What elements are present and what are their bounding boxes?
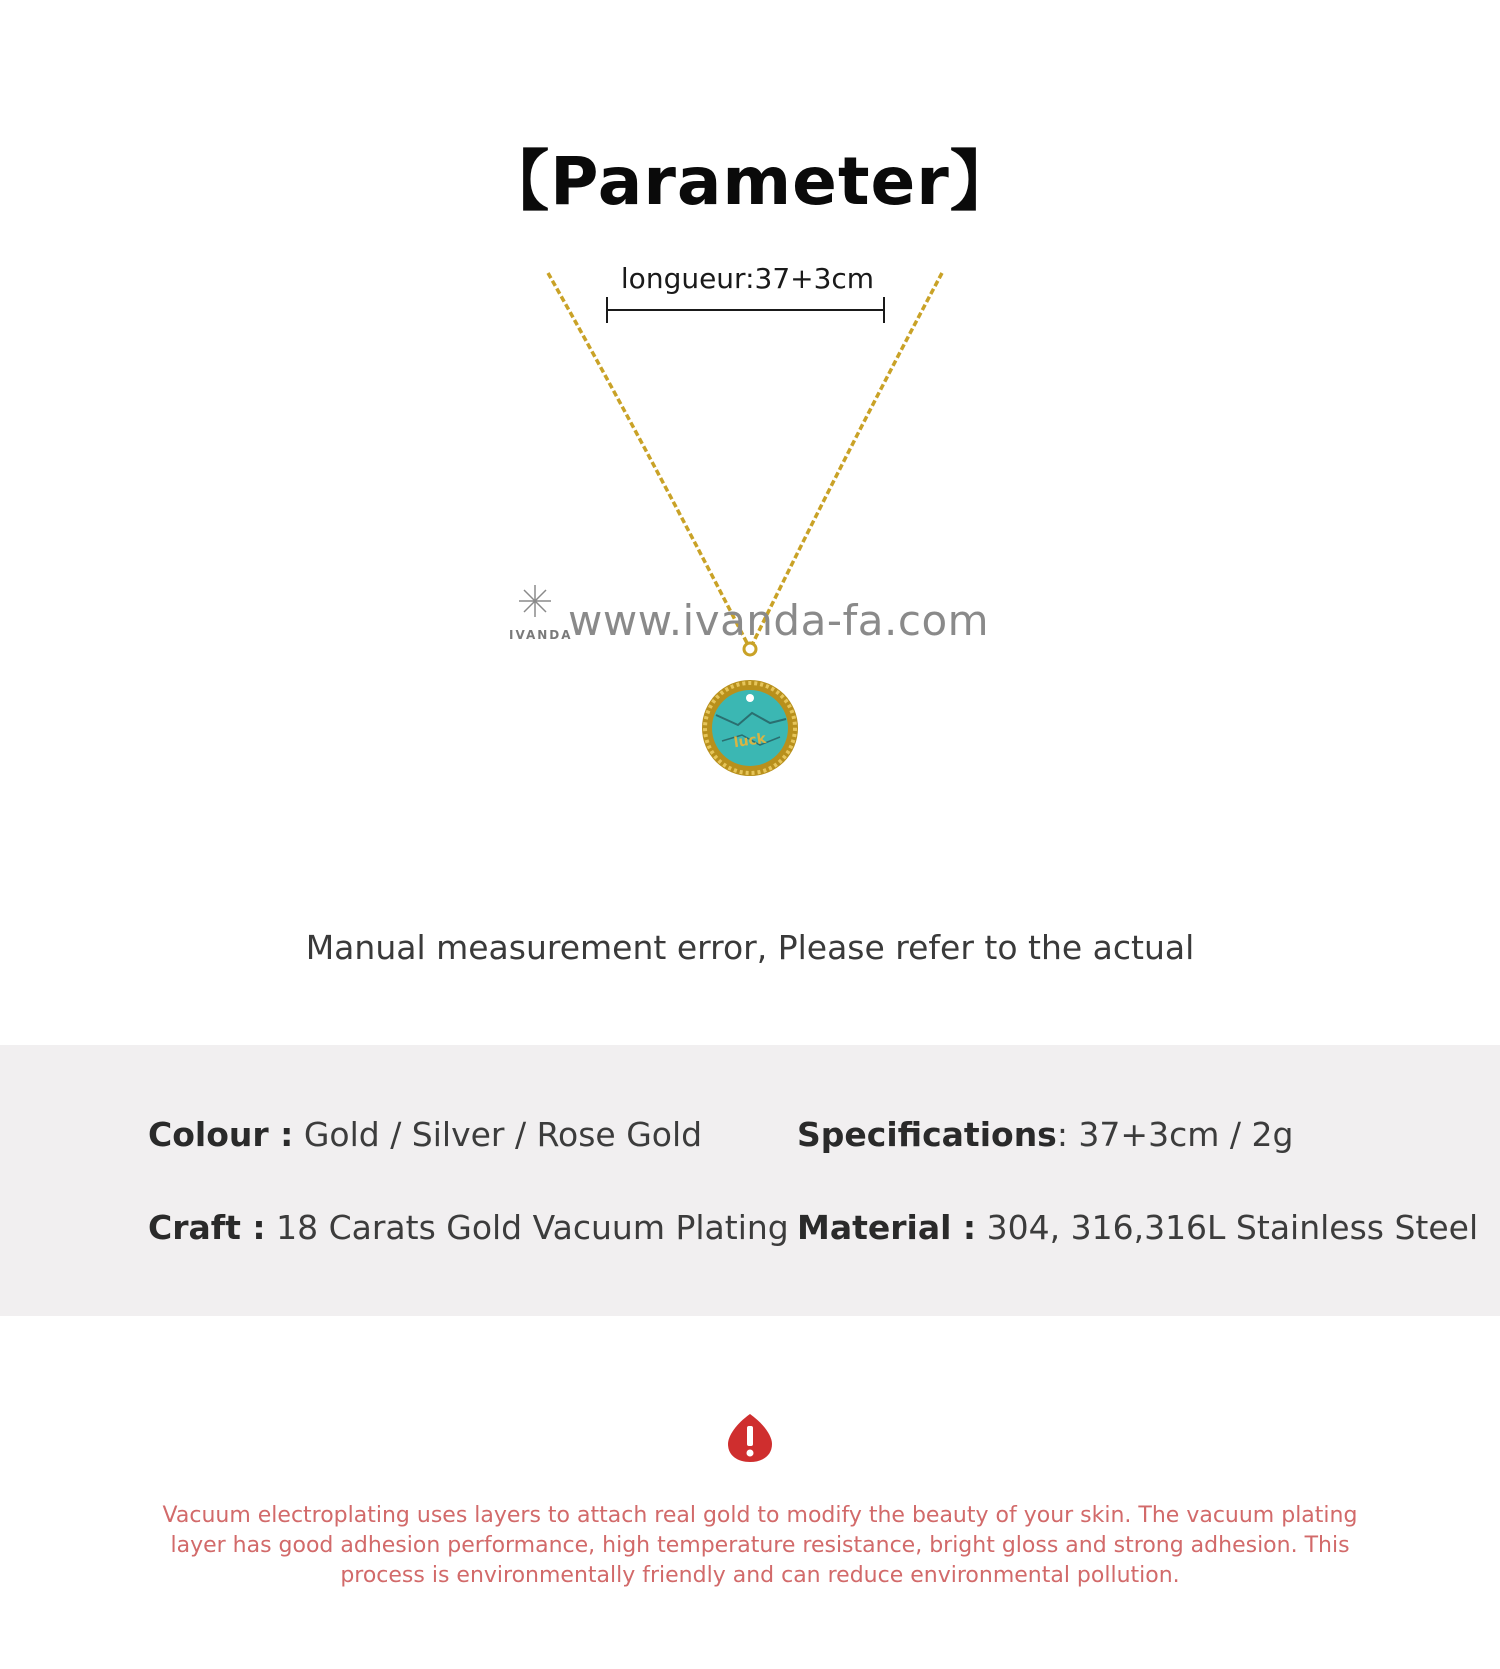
plating-notice: Vacuum electroplating uses layers to attach real gold to modify the beauty of your skin. The vacuum plating layer has good adhesion performance, high temperature resistance, bright gloss and strong adhesion. This process is environmentally friendly and can reduce environmental pollution.	[162, 1503, 1358, 1588]
spec-material-label: Material :	[797, 1208, 977, 1247]
length-measure-bar	[607, 297, 884, 323]
pendant	[702, 680, 798, 776]
spec-colour-label: Colour :	[148, 1115, 294, 1154]
watermark-url: www.ivanda-fa.com	[568, 596, 990, 645]
spec-specifications	[797, 1115, 1293, 1154]
spec-craft	[148, 1208, 789, 1247]
measurement-note: Manual measurement error, Please refer to the actual	[305, 928, 1195, 967]
chain-left	[548, 273, 748, 645]
spec-craft-value: 18 Carats Gold Vacuum Plating	[276, 1208, 789, 1247]
spec-material	[797, 1208, 1478, 1247]
spec-specifications-value: : 37+3cm / 2g	[1056, 1115, 1294, 1154]
chain-right	[752, 273, 942, 645]
spec-craft-label: Craft :	[148, 1208, 266, 1247]
ivanda-logo-icon	[519, 585, 551, 617]
pendant-label: luck	[732, 730, 768, 752]
spec-material-value: 304, 316,316L Stainless Steel	[986, 1208, 1479, 1247]
product-figure	[0, 245, 1500, 805]
spec-colour	[148, 1115, 702, 1154]
watermark-brand: IVANDA	[509, 628, 573, 642]
spec-colour-value: Gold / Silver / Rose Gold	[303, 1115, 703, 1154]
length-label: longueur:37+3cm	[620, 262, 875, 295]
exclamation-icon	[726, 1412, 774, 1468]
page-title: 【Parameter】	[483, 143, 1017, 220]
spec-specifications-label: Specifications	[797, 1115, 1057, 1154]
spec-band	[0, 1045, 1500, 1316]
necklace-illustration	[0, 245, 1500, 805]
